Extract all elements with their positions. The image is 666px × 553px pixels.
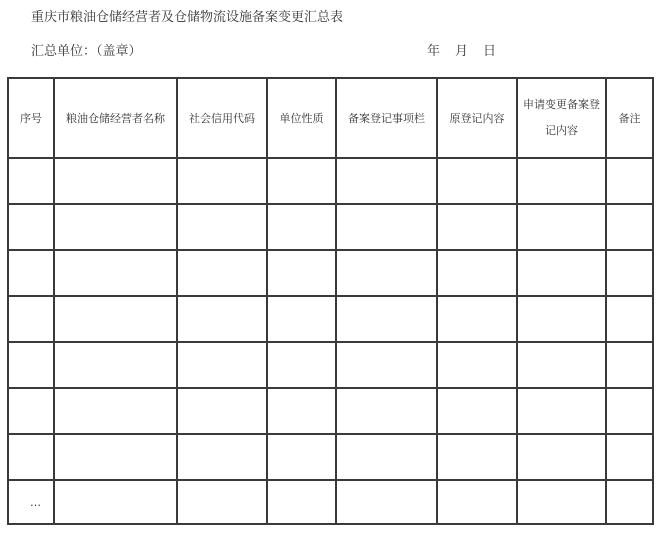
cell-filing-item [336,388,437,434]
cell-seq [8,296,54,342]
cell-remarks [606,480,653,524]
cell-remarks [606,250,653,296]
table-header-row [8,78,653,158]
cell-seq [8,434,54,480]
document-title: 重庆市粮油仓储经营者及仓储物流设施备案变更汇总表 [31,10,344,25]
cell-credit-code [177,480,267,524]
header-credit-code: 社会信用代码 [177,78,267,158]
cell-credit-code [177,434,267,480]
cell-change-content [517,250,606,296]
cell-credit-code [177,296,267,342]
cell-original-content [437,388,517,434]
table-row [8,434,653,480]
table-row [8,250,653,296]
cell-seq [8,250,54,296]
cell-credit-code [177,204,267,250]
cell-change-content [517,388,606,434]
cell-filing-item [336,342,437,388]
cell-operator-name [54,204,177,250]
cell-original-content [437,296,517,342]
cell-remarks [606,296,653,342]
header-filing-item: 备案登记事项栏 [336,78,437,158]
date-month-label: 月 [455,44,469,59]
cell-seq [8,342,54,388]
header-change-content: 申请变更备案登记内容 [517,78,606,158]
header-unit-nature: 单位性质 [267,78,336,158]
cell-unit-nature [267,342,336,388]
cell-operator-name [54,480,177,524]
cell-unit-nature [267,296,336,342]
cell-original-content [437,434,517,480]
header-operator-name: 粮油仓储经营者名称 [54,78,177,158]
cell-change-content [517,158,606,204]
cell-operator-name [54,342,177,388]
cell-unit-nature [267,388,336,434]
cell-remarks [606,388,653,434]
cell-filing-item [336,250,437,296]
table-row [8,158,653,204]
cell-credit-code [177,342,267,388]
date-year-label: 年 [427,44,441,59]
cell-remarks [606,342,653,388]
summary-table [7,77,654,525]
table-row [8,204,653,250]
cell-remarks [606,434,653,480]
cell-change-content [517,204,606,250]
cell-seq [8,204,54,250]
cell-unit-nature [267,250,336,296]
cell-remarks [606,204,653,250]
cell-change-content [517,480,606,524]
cell-change-content [517,296,606,342]
table-row [8,296,653,342]
cell-original-content [437,158,517,204]
cell-original-content [437,480,517,524]
cell-credit-code [177,388,267,434]
cell-operator-name [54,158,177,204]
header-seq: 序号 [8,78,54,158]
cell-seq [8,388,54,434]
cell-change-content [517,434,606,480]
summary-unit-label: 汇总单位：（盖章） [31,44,142,59]
cell-remarks [606,158,653,204]
cell-unit-nature [267,158,336,204]
cell-unit-nature [267,434,336,480]
cell-seq: … [8,480,54,524]
date-day-label: 日 [483,44,497,59]
cell-filing-item [336,480,437,524]
header-remarks: 备注 [606,78,653,158]
table-row [8,480,653,524]
cell-original-content [437,250,517,296]
cell-operator-name [54,250,177,296]
date-line [427,42,496,62]
cell-filing-item [336,434,437,480]
cell-filing-item [336,158,437,204]
cell-operator-name [54,296,177,342]
cell-operator-name [54,388,177,434]
cell-original-content [437,204,517,250]
table-row [8,342,653,388]
cell-unit-nature [267,480,336,524]
header-original-content: 原登记内容 [437,78,517,158]
cell-original-content [437,342,517,388]
cell-credit-code [177,250,267,296]
cell-filing-item [336,296,437,342]
cell-seq [8,158,54,204]
table-row [8,388,653,434]
cell-filing-item [336,204,437,250]
cell-unit-nature [267,204,336,250]
cell-change-content [517,342,606,388]
cell-credit-code [177,158,267,204]
cell-operator-name [54,434,177,480]
